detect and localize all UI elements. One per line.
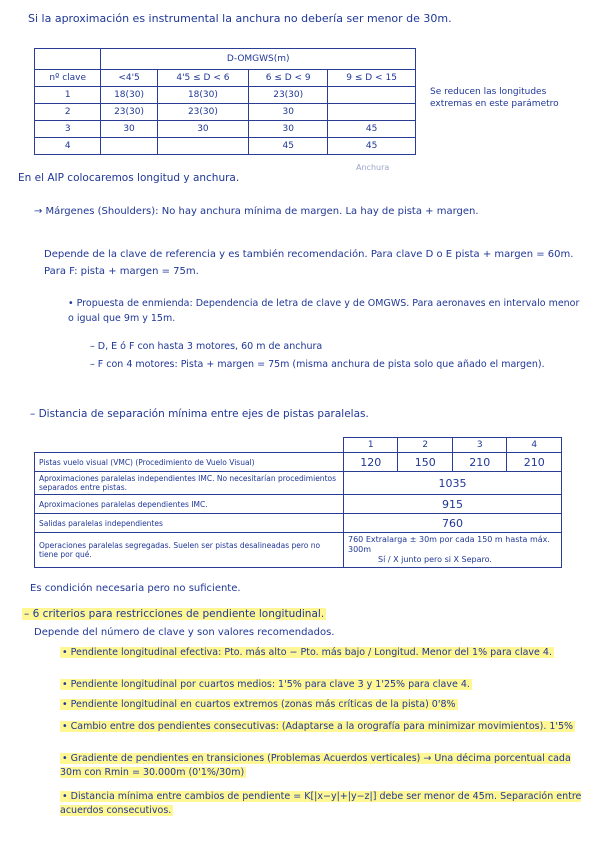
- table-cell: 18(30): [101, 87, 157, 104]
- necesaria-line: Es condición necesaria pero no suficiente.: [30, 583, 241, 594]
- table1-side-note: Se reducen las longitudes extremas en este parámetro: [430, 87, 559, 109]
- criteria-item: [60, 790, 590, 818]
- corner-cell: [35, 49, 101, 70]
- row-label: Operaciones paralelas segregadas. Suelen ser pistas desalineadas pero no tiene por qué.: [35, 533, 344, 568]
- span-note: Sí / X junto pero si X Separo.: [378, 555, 492, 564]
- table-cell: 30: [157, 121, 249, 138]
- table-cell: [157, 138, 249, 155]
- row-label: Pistas vuelo visual (VMC) (Procedimiento de Vuelo Visual): [35, 453, 344, 472]
- intro-line: Si la aproximación es instrumental la anchura no debería ser menor de 30m.: [28, 12, 452, 25]
- table-cell: 30: [101, 121, 157, 138]
- criteria-item: [60, 752, 590, 780]
- criteria-item-text: • Gradiente de pendientes en transiciones (Problemas Acuerdos verticales) → Una décima porcentual cada 30m con Rmin = 30.000m (0'1%/30m): [60, 753, 571, 778]
- table-cell: [101, 138, 157, 155]
- f4-line: – F con 4 motores: Pista + margen = 75m (misma anchura de pista solo que añado el margen).: [90, 359, 545, 370]
- column-header: 4'5 ≤ D < 6: [157, 70, 249, 87]
- key-header: 4: [507, 438, 562, 453]
- table-row: [35, 121, 416, 138]
- row-key: 4: [35, 138, 101, 155]
- criteria-title-text: – 6 criterios para restricciones de pendiente longitudinal.: [24, 608, 325, 620]
- table-cell: 210: [452, 453, 506, 472]
- table-cell: [328, 87, 416, 104]
- table-row: [35, 514, 562, 533]
- key-header: 1: [344, 438, 398, 453]
- runway-width-table: [34, 48, 416, 155]
- table-row: [35, 453, 562, 472]
- row-label: Aproximaciones paralelas dependientes IMC.: [35, 495, 344, 514]
- propuesta-enmienda: • Propuesta de enmienda: Dependencia de letra de clave y de OMGWS. Para aeronaves en intervalo menor o igual que 9m y 15m.: [68, 298, 580, 324]
- table-cell: 120: [344, 453, 398, 472]
- table-row: [35, 138, 416, 155]
- column-header: 6 ≤ D < 9: [249, 70, 328, 87]
- table-row: [35, 495, 562, 514]
- criteria-item-text: • Pendiente longitudinal por cuartos medios: 1'5% para clave 3 y 1'25% para clave 4.: [62, 679, 470, 690]
- table-cell: 210: [507, 453, 562, 472]
- table-row: [35, 87, 416, 104]
- table-cell: 45: [328, 138, 416, 155]
- table-cell: 915: [344, 495, 562, 514]
- separation-table: [34, 437, 562, 568]
- table-cell: [328, 104, 416, 121]
- key-header: 3: [452, 438, 506, 453]
- table-row: [35, 533, 562, 568]
- table-cell: [344, 533, 562, 568]
- row-label: Aproximaciones paralelas independientes IMC. No necesitarían procedimientos separados entre pistas.: [35, 472, 344, 495]
- separation-title: – Distancia de separación mínima entre ejes de pistas paralelas.: [30, 408, 369, 420]
- criteria-item-text: • Cambio entre dos pendientes consecutivas: (Adaptarse a la orografía para minimizar movimientos). 1'5%: [62, 721, 574, 732]
- omgws-header: D-OMGWS(m): [101, 49, 416, 70]
- table-row: [35, 104, 416, 121]
- criteria-item: [60, 698, 590, 711]
- table-cell: 45: [328, 121, 416, 138]
- criteria-subtitle: Depende del número de clave y son valores recomendados.: [34, 627, 335, 638]
- table1-below-note: Anchura: [356, 163, 390, 172]
- table-cell: 150: [398, 453, 452, 472]
- criteria-item: [60, 720, 590, 734]
- key-column-header: nº clave: [35, 70, 101, 87]
- criteria-item-text: • Pendiente longitudinal efectiva: Pto. más alto − Pto. más bajo / Longitud. Menor del 1% para clave 4.: [62, 647, 552, 658]
- row-key: 1: [35, 87, 101, 104]
- depende-referencia: Depende de la clave de referencia y es también recomendación. Para clave D o E pista + margen = 60m. Para F: pista + margen = 75m.: [44, 249, 574, 277]
- key-header: 2: [398, 438, 452, 453]
- corner-cell: [35, 438, 344, 453]
- margenes-line: → Márgenes (Shoulders): No hay anchura mínima de margen. La hay de pista + margen.: [34, 206, 479, 217]
- criteria-item-text: • Distancia mínima entre cambios de pendiente = K[|x−y|+|y−z|] debe ser menor de 45m. Separación entre acuerdos consecutivos.: [60, 791, 582, 816]
- criteria-item: [60, 646, 590, 659]
- table-cell: 30: [249, 121, 328, 138]
- def-line: – D, E ó F con hasta 3 motores, 60 m de anchura: [90, 341, 323, 352]
- table-cell: 1035: [344, 472, 562, 495]
- span-text: 760 Extralarga ± 30m por cada 150 m hasta máx. 300m: [348, 535, 550, 554]
- row-label: Salidas paralelas independientes: [35, 514, 344, 533]
- table-row: [35, 472, 562, 495]
- table-cell: 45: [249, 138, 328, 155]
- table-cell: 760: [344, 514, 562, 533]
- criteria-item-text: • Pendiente longitudinal en cuartos extremos (zonas más críticas de la pista) 0'8%: [62, 699, 456, 710]
- table-cell: 30: [249, 104, 328, 121]
- row-key: 2: [35, 104, 101, 121]
- table-cell: 23(30): [157, 104, 249, 121]
- criteria-title: [22, 608, 326, 621]
- column-header: 9 ≤ D < 15: [328, 70, 416, 87]
- aip-line: En el AIP colocaremos longitud y anchura.: [18, 172, 240, 184]
- criteria-item: [60, 678, 590, 691]
- column-header: <4'5: [101, 70, 157, 87]
- table-cell: 18(30): [157, 87, 249, 104]
- table-cell: 23(30): [249, 87, 328, 104]
- row-key: 3: [35, 121, 101, 138]
- table-cell: 23(30): [101, 104, 157, 121]
